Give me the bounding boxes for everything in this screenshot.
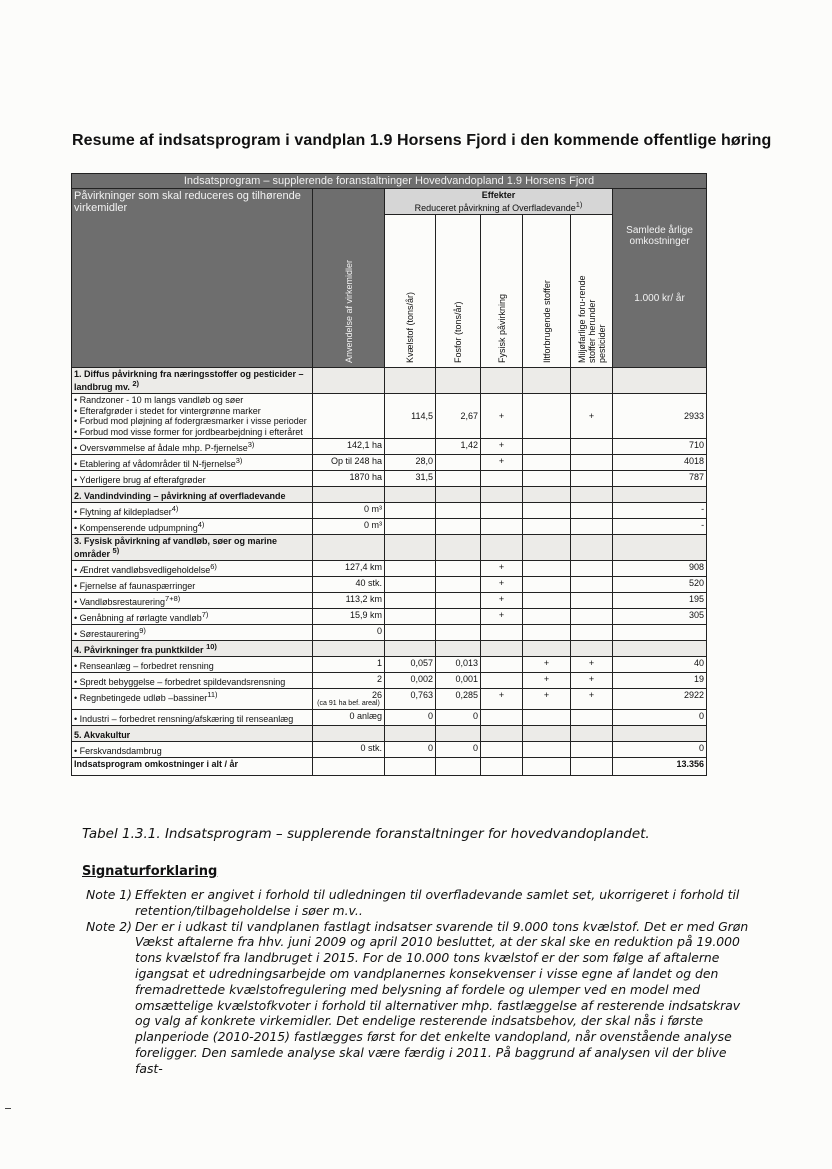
cell-milj: + xyxy=(571,657,613,673)
cell-n xyxy=(385,609,436,625)
table-row xyxy=(72,609,707,625)
row-label: • Spredt bebyggelse – forbedret spildevandsrensning xyxy=(72,673,313,689)
cell-ilt: + xyxy=(523,657,571,673)
cell-p: 0,013 xyxy=(436,657,481,673)
section-cell xyxy=(313,535,385,561)
cell-n: 0 xyxy=(385,742,436,758)
section-cell xyxy=(313,368,385,394)
table-row xyxy=(72,487,707,503)
row-label: • Sørestaurering$^{9)}$ xyxy=(72,625,313,641)
list-item: • Randzoner - 10 m langs vandløb og søer xyxy=(74,395,244,405)
row-label-text: Yderligere brug af efterafgrøder xyxy=(79,475,206,485)
cell-ilt xyxy=(523,593,571,609)
table-row xyxy=(72,394,707,439)
note-label: Note 2) xyxy=(86,918,132,934)
cell-cost: 40 xyxy=(613,657,707,673)
amount-note: (ca 91 ha bef. areal) xyxy=(317,700,380,707)
section-cell xyxy=(571,726,613,742)
signatur-heading: Signaturforklaring xyxy=(82,864,218,879)
cell-phys xyxy=(481,657,523,673)
cell-n xyxy=(385,561,436,577)
section-label: 2. Vandindvinding – påvirkning af overfladevande xyxy=(72,487,313,503)
total-cell xyxy=(481,758,523,776)
table-main-header: Indsatsprogram – supplerende foranstaltninger Hovedvandopland 1.9 Horsens Fjord xyxy=(72,174,707,189)
row-label: • Etablering af vådområder til N-fjernelse$^{3)}$ xyxy=(72,455,313,471)
table-row xyxy=(72,641,707,657)
cell-milj xyxy=(571,471,613,487)
header-cost xyxy=(613,189,707,368)
table-body xyxy=(72,368,707,776)
row-label: • Ændret vandløbsvedligeholdelse$^{6)}$ xyxy=(72,561,313,577)
cell-ilt xyxy=(523,710,571,726)
indsatsprogram-table xyxy=(71,173,707,776)
header-col-milj: Miljøfarlige foru-rende stoffer herunder pesticider xyxy=(571,215,613,368)
table-row xyxy=(72,726,707,742)
section-cell xyxy=(613,641,707,657)
row-label-text: Oversvømmelse af ådale mhp. P-fjernelse xyxy=(79,443,248,453)
cell-n: 31,5 xyxy=(385,471,436,487)
table-row xyxy=(72,742,707,758)
cell-milj xyxy=(571,455,613,471)
section-cell xyxy=(436,368,481,394)
row-label xyxy=(72,394,313,439)
cell-milj xyxy=(571,519,613,535)
header-effects xyxy=(385,189,613,215)
cell-milj: + xyxy=(571,689,613,710)
note xyxy=(86,919,756,1077)
cell-n xyxy=(385,519,436,535)
total-cell xyxy=(385,758,436,776)
cell-phys xyxy=(481,625,523,641)
cell-cost: 908 xyxy=(613,561,707,577)
cell-phys: + xyxy=(481,593,523,609)
amount-cell: 113,2 km xyxy=(313,593,385,609)
cell-n xyxy=(385,503,436,519)
cell-milj: + xyxy=(571,673,613,689)
table-row xyxy=(72,561,707,577)
cell-ilt xyxy=(523,625,571,641)
cell-milj xyxy=(571,439,613,455)
cell-p xyxy=(436,455,481,471)
cell-cost: 195 xyxy=(613,593,707,609)
row-label: • Ferskvandsdambrug xyxy=(72,742,313,758)
table-row xyxy=(72,758,707,776)
cell-ilt xyxy=(523,503,571,519)
table-row xyxy=(72,455,707,471)
cell-phys xyxy=(481,710,523,726)
cell-p xyxy=(436,577,481,593)
cell-n: 0 xyxy=(385,710,436,726)
row-label: • Regnbetingede udløb –bassiner$^{11)}$ xyxy=(72,689,313,710)
row-label: • Genåbning af rørlagte vandløb$^{7)}$ xyxy=(72,609,313,625)
row-label: • Vandløbsrestaurering$^{7+8)}$ xyxy=(72,593,313,609)
section-cell xyxy=(523,641,571,657)
total-cost: 13.356 xyxy=(613,758,707,776)
cell-cost: 2922 xyxy=(613,689,707,710)
cell-n: 0,002 xyxy=(385,673,436,689)
amount-cell: 0 m³ xyxy=(313,519,385,535)
note-text: Effekten er angivet i forhold til udledningen til overfladevande samlet set, ukorrigeret i forhold til retention/tilbageholdelse i søer m.v.. xyxy=(135,887,740,918)
header-left: Påvirkninger som skal reduceres og tilhørende virkemidler xyxy=(72,189,313,368)
header-col-phys: Fysisk påvirkning xyxy=(481,215,523,368)
section-cell xyxy=(385,535,436,561)
cost-title: Samlede årlige omkostninger xyxy=(626,225,693,247)
cell-milj xyxy=(571,561,613,577)
cell-cost: 2933 xyxy=(613,394,707,439)
cell-p xyxy=(436,519,481,535)
cell-ilt xyxy=(523,455,571,471)
table-row xyxy=(72,368,707,394)
section-cell xyxy=(523,726,571,742)
section-cell xyxy=(613,487,707,503)
cell-phys: + xyxy=(481,561,523,577)
table-row xyxy=(72,673,707,689)
effects-title: Effekter xyxy=(481,190,516,200)
section-cell xyxy=(523,487,571,503)
section-cell xyxy=(481,641,523,657)
cell-ilt: + xyxy=(523,689,571,710)
table-row xyxy=(72,710,707,726)
section-cell xyxy=(313,726,385,742)
cell-milj xyxy=(571,593,613,609)
table-row xyxy=(72,503,707,519)
section-cell xyxy=(481,368,523,394)
amount-cell: 0 m³ xyxy=(313,503,385,519)
cell-phys xyxy=(481,742,523,758)
total-cell xyxy=(436,758,481,776)
cell-phys xyxy=(481,503,523,519)
cell-p xyxy=(436,471,481,487)
section-cell xyxy=(571,487,613,503)
cell-milj xyxy=(571,609,613,625)
cell-ilt: + xyxy=(523,673,571,689)
cell-milj xyxy=(571,742,613,758)
cell-cost xyxy=(613,625,707,641)
row-label-text: Spredt bebyggelse – forbedret spildevandsrensning xyxy=(79,677,286,687)
table-row xyxy=(72,439,707,455)
cell-ilt xyxy=(523,439,571,455)
cell-phys xyxy=(481,519,523,535)
cell-ilt xyxy=(523,577,571,593)
table-row xyxy=(72,657,707,673)
amount-cell: 15,9 km xyxy=(313,609,385,625)
table-row xyxy=(72,519,707,535)
row-label-text: Ferskvandsdambrug xyxy=(79,746,162,756)
cell-phys xyxy=(481,471,523,487)
table-row xyxy=(72,577,707,593)
section-cell xyxy=(313,641,385,657)
row-label-text: Kompenserende udpumpning xyxy=(79,523,198,533)
cell-p xyxy=(436,625,481,641)
section-cell xyxy=(385,487,436,503)
table-row xyxy=(72,535,707,561)
amount-cell: 0 anlæg xyxy=(313,710,385,726)
cell-cost: 305 xyxy=(613,609,707,625)
amount-cell: 0 stk. xyxy=(313,742,385,758)
row-label: • Flytning af kildepladser$^{4)}$ xyxy=(72,503,313,519)
document-title: Resume af indsatsprogram i vandplan 1.9 Horsens Fjord i den kommende offentlige høring xyxy=(72,132,772,149)
cell-phys: + xyxy=(481,394,523,439)
list-item: • Forbud mod visse former for jordbearbejdning i efteråret xyxy=(74,426,303,437)
row-label-text: Fjernelse af faunaspærringer xyxy=(79,581,196,591)
cell-p: 0 xyxy=(436,742,481,758)
section-cell xyxy=(481,487,523,503)
cell-p: 2,67 xyxy=(436,394,481,439)
cell-phys xyxy=(481,673,523,689)
list-item: • Forbud mod pløjning af fodergræsmarker i visse perioder xyxy=(74,416,307,426)
cost-unit: 1.000 kr/ år xyxy=(634,293,685,304)
cell-ilt xyxy=(523,609,571,625)
table-row xyxy=(72,689,707,710)
cell-n: 0,763 xyxy=(385,689,436,710)
cell-n: 28,0 xyxy=(385,455,436,471)
section-cell xyxy=(385,641,436,657)
header-col-n: Kvælstof (tons/år) xyxy=(385,215,436,368)
cell-p: 0,285 xyxy=(436,689,481,710)
amount-cell: 26 (ca 91 ha bef. areal) xyxy=(313,689,385,710)
cell-phys: + xyxy=(481,609,523,625)
cell-phys: + xyxy=(481,439,523,455)
cell-n xyxy=(385,625,436,641)
row-label-text: Ændret vandløbsvedligeholdelse xyxy=(79,565,211,575)
section-cell xyxy=(481,535,523,561)
total-cell xyxy=(313,758,385,776)
cell-ilt xyxy=(523,742,571,758)
cell-p xyxy=(436,561,481,577)
section-cell xyxy=(436,726,481,742)
cell-cost: - xyxy=(613,503,707,519)
header-col-p: Fosfor (tons/år) xyxy=(436,215,481,368)
cell-p: 0,001 xyxy=(436,673,481,689)
cell-p: 1,42 xyxy=(436,439,481,455)
note-text: Der er i udkast til vandplanen fastlagt indsatser svarende til 9.000 tons kvælstof. Det er med Grøn Vækst aftalerne fra hhv. juni 2009 og april 2010 besluttet, at der skal ske en reduktion på 19.000 tons kvælstof fra landbruget i 2015. For de 10.000 tons kvælstof er der som følge af aftalerne igangsat et udredningsarbejde om vandplanernes konsekvenser i visse egne af landet og den fremadrettede kvælstofregulering med belysning af fordele og ulemper ved en model med omsættelige kvælstofkvoter i forhold til alternativer mhp. fastlæggelse af resterende indsatskrav og valg af konkrete virkemidler. Det endelige resterende indsatsbehov, der skal nås i første planperiode (2010-2015) fastlægges først for det enkelte vandopland, når ovenstående analyse foreligger. Den samlede analyse skal være færdig i 2011. På baggrund af analysen vil der blive fast- xyxy=(135,918,749,1076)
cell-n xyxy=(385,439,436,455)
cell-milj xyxy=(571,625,613,641)
total-cell xyxy=(523,758,571,776)
amount-cell: 1 xyxy=(313,657,385,673)
row-label: • Yderligere brug af efterafgrøder xyxy=(72,471,313,487)
section-cell xyxy=(385,726,436,742)
row-label-text: Sørestaurering xyxy=(79,629,140,639)
row-label: • Industri – forbedret rensning/afskæring til renseanlæg xyxy=(72,710,313,726)
amount-cell xyxy=(313,394,385,439)
cell-cost: 787 xyxy=(613,471,707,487)
amount-cell: 142,1 ha xyxy=(313,439,385,455)
row-label-text: Renseanlæg – forbedret rensning xyxy=(79,661,214,671)
table-row xyxy=(72,471,707,487)
section-label: 3. Fysisk påvirkning af vandløb, søer og marine områder $^{5)}$ xyxy=(72,535,313,561)
cell-p: 0 xyxy=(436,710,481,726)
note-label: Note 1) xyxy=(86,887,132,902)
amount-cell: 40 stk. xyxy=(313,577,385,593)
cell-cost: 0 xyxy=(613,742,707,758)
row-label-text: Flytning af kildepladser xyxy=(79,507,172,517)
row-label-text: Vandløbsrestaurering xyxy=(79,597,166,607)
cell-p xyxy=(436,503,481,519)
cell-milj: + xyxy=(571,394,613,439)
effects-subtitle: Reduceret påvirkning af Overfladevande$^{1)}$ xyxy=(414,200,583,213)
row-label-text: Industri – forbedret rensning/afskæring til renseanlæg xyxy=(79,714,294,724)
cell-ilt xyxy=(523,561,571,577)
header-col-ilt: Iltforbrugende stoffer xyxy=(523,215,571,368)
cell-n xyxy=(385,577,436,593)
cell-milj xyxy=(571,577,613,593)
section-cell xyxy=(385,368,436,394)
section-label: 1. Diffus påvirkning fra næringsstoffer og pesticider – landbrug mv. $^{2)}$ xyxy=(72,368,313,394)
section-label: 4. Påvirkninger fra punktkilder $^{10)}$ xyxy=(72,641,313,657)
table-row xyxy=(72,593,707,609)
amount-cell: 0 xyxy=(313,625,385,641)
section-cell xyxy=(571,368,613,394)
cell-cost: 0 xyxy=(613,710,707,726)
amount-cell: 2 xyxy=(313,673,385,689)
cell-cost: 4018 xyxy=(613,455,707,471)
header-col-amount: Anvendelse af virkemidler xyxy=(313,189,385,368)
table-caption: Tabel 1.3.1. Indsatsprogram – supplerende foranstaltninger for hovedvandoplandet. xyxy=(82,826,650,842)
total-label: Indsatsprogram omkostninger i alt / år xyxy=(72,758,313,776)
amount-cell: 1870 ha xyxy=(313,471,385,487)
section-cell xyxy=(523,535,571,561)
section-cell xyxy=(571,535,613,561)
cell-cost: - xyxy=(613,519,707,535)
row-label-text: Etablering af vådområder til N-fjernelse xyxy=(79,459,236,469)
section-cell xyxy=(436,487,481,503)
row-label-text: Regnbetingede udløb –bassiner xyxy=(79,693,208,703)
notes xyxy=(86,887,756,1077)
section-cell xyxy=(571,641,613,657)
cell-phys: + xyxy=(481,689,523,710)
cell-n: 0,057 xyxy=(385,657,436,673)
section-label: 5. Akvakultur xyxy=(72,726,313,742)
section-cell xyxy=(313,487,385,503)
row-label: • Renseanlæg – forbedret rensning xyxy=(72,657,313,673)
section-cell xyxy=(613,535,707,561)
cell-ilt xyxy=(523,519,571,535)
section-cell xyxy=(481,726,523,742)
amount-cell: 127,4 km xyxy=(313,561,385,577)
section-cell xyxy=(613,368,707,394)
note xyxy=(86,887,756,919)
cell-ilt xyxy=(523,394,571,439)
cell-phys: + xyxy=(481,455,523,471)
margin-mark xyxy=(5,1108,11,1109)
cell-phys: + xyxy=(481,577,523,593)
cell-p xyxy=(436,609,481,625)
cell-ilt xyxy=(523,471,571,487)
section-cell xyxy=(436,641,481,657)
list-item: • Efterafgrøder i stedet for vintergrønne marker xyxy=(74,405,261,416)
cell-milj xyxy=(571,710,613,726)
row-label-text: Genåbning af rørlagte vandløb xyxy=(79,613,202,623)
cell-cost: 710 xyxy=(613,439,707,455)
row-label: • Kompenserende udpumpning$^{4)}$ xyxy=(72,519,313,535)
cell-milj xyxy=(571,503,613,519)
section-cell xyxy=(523,368,571,394)
cell-cost: 520 xyxy=(613,577,707,593)
total-cell xyxy=(571,758,613,776)
section-cell xyxy=(613,726,707,742)
section-cell xyxy=(436,535,481,561)
cell-p xyxy=(436,593,481,609)
amount-cell: Op til 248 ha xyxy=(313,455,385,471)
cell-n: 114,5 xyxy=(385,394,436,439)
cell-n xyxy=(385,593,436,609)
row-label: • Fjernelse af faunaspærringer xyxy=(72,577,313,593)
row-label: • Oversvømmelse af ådale mhp. P-fjernelse$^{3)}$ xyxy=(72,439,313,455)
cell-cost: 19 xyxy=(613,673,707,689)
table-row xyxy=(72,625,707,641)
